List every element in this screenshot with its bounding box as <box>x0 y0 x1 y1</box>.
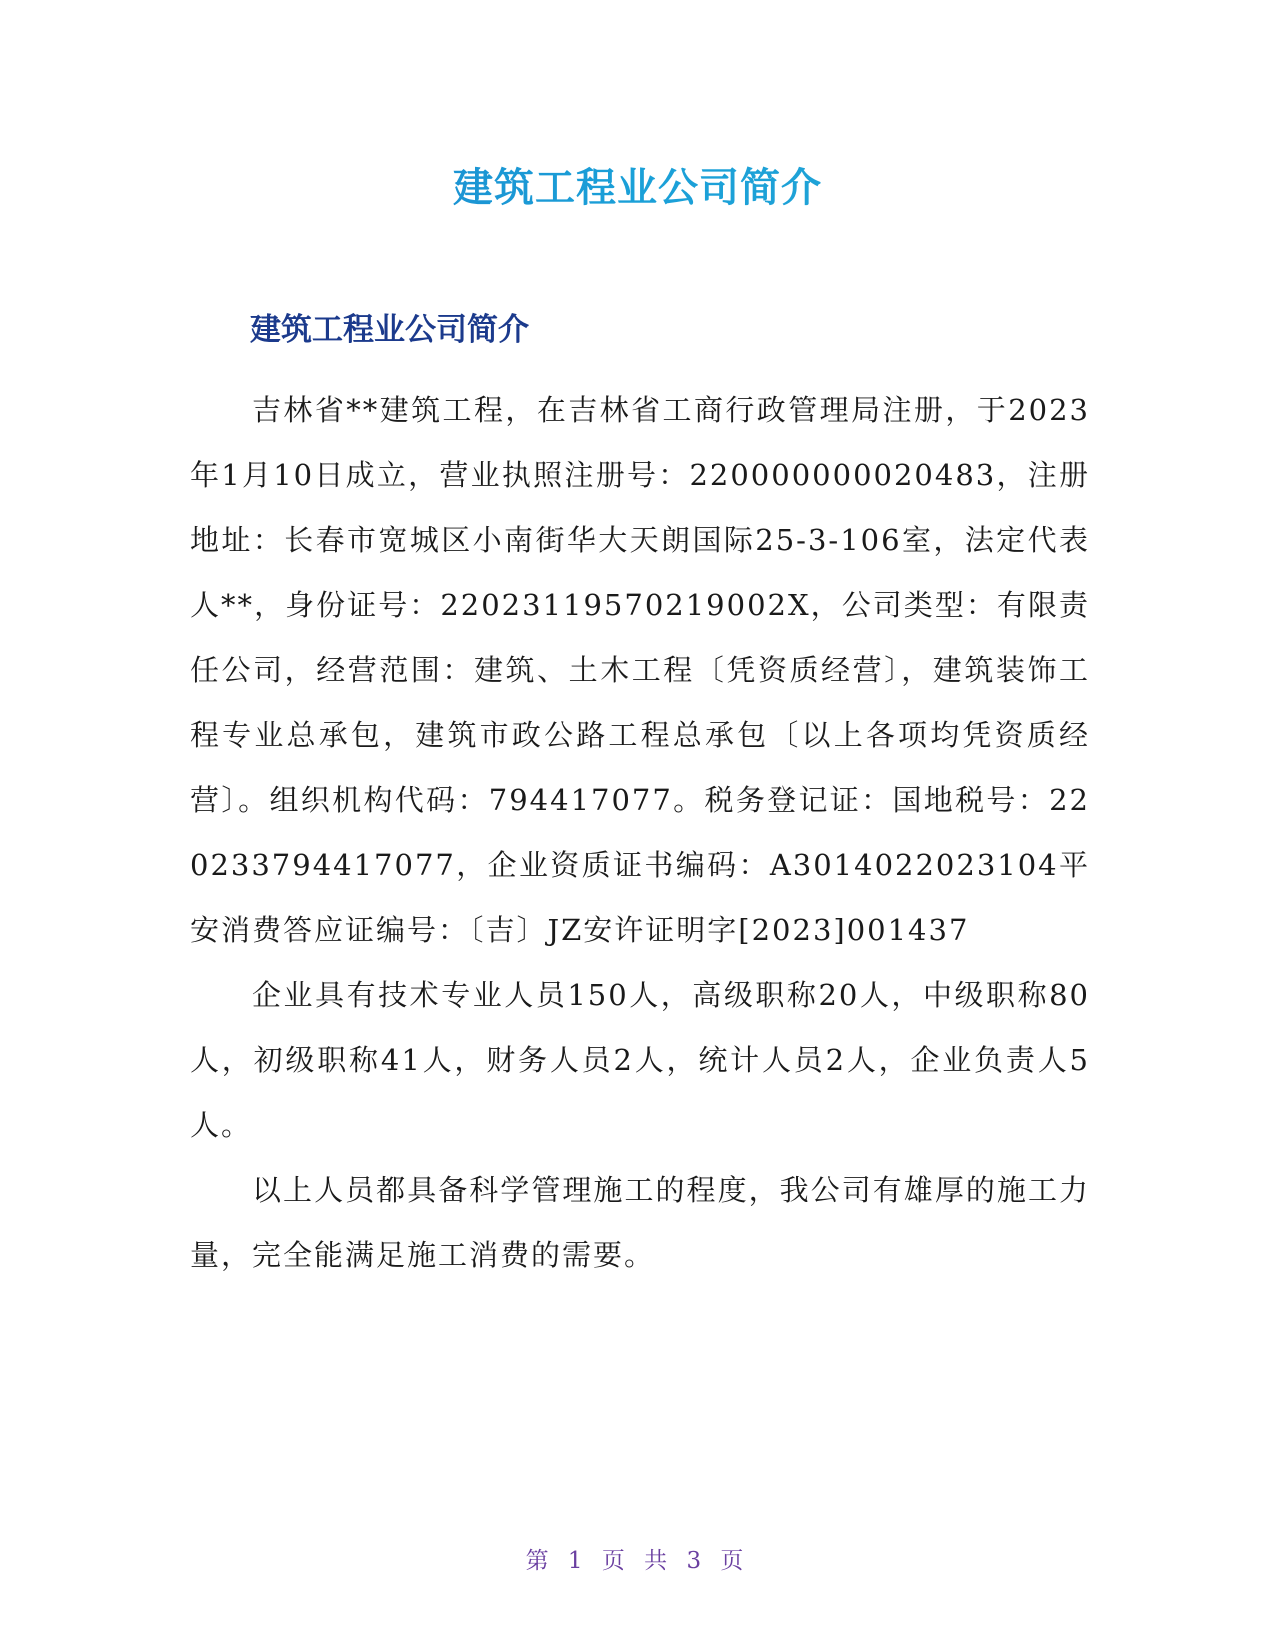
document-body <box>190 378 1090 1288</box>
body-paragraph-company-info: 吉林省**建筑工程，在吉林省工商行政管理局注册，于2023年1月10日成立，营业执照注册号：220000000020483，注册地址：长春市宽城区小南街华大天朗国际25-3-106室，法定代表人**，身份证号：22023119570219002X，公司类型：有限责任公司，经营范围：建筑、土木工程〔凭资质经营〕，建筑装饰工程专业总承包，建筑市政公路工程总承包〔以上各项均凭资质经营〕。组织机构代码：794417077。税务登记证：国地税号：220233794417077，企业资质证书编码：A3014022023104平安消费答应证编号：〔吉〕JZ安许证明字[2023]001437 <box>190 393 1090 947</box>
body-paragraph-capability: 以上人员都具备科学管理施工的程度，我公司有雄厚的施工力量，完全能满足施工消费的需要。 <box>190 1173 1090 1272</box>
section-heading: 建筑工程业公司简介 <box>250 312 529 348</box>
body-paragraph-staff: 企业具有技术专业人员150人，高级职称20人，中级职称80人，初级职称41人，财务人员2人，统计人员2人，企业负责人5人。 <box>190 978 1090 1142</box>
page-title: 建筑工程业公司简介 <box>0 160 1275 216</box>
page-number-footer: 第 1 页 共 3 页 <box>525 1548 750 1574</box>
